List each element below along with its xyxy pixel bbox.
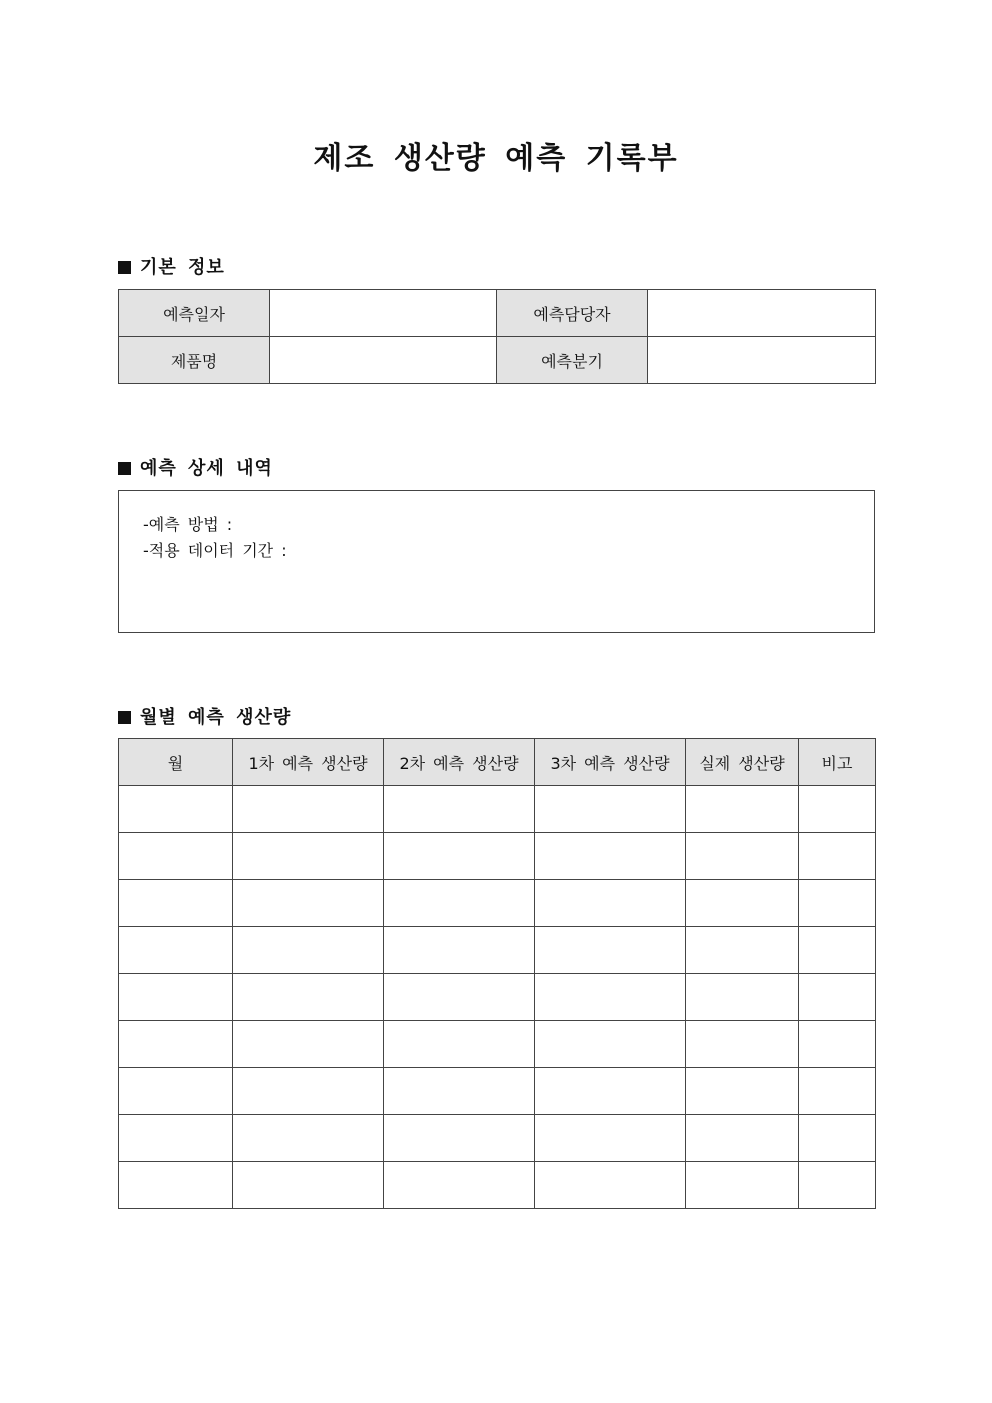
table-cell[interactable] xyxy=(535,786,686,833)
table-row xyxy=(119,833,876,880)
table-cell[interactable] xyxy=(799,927,876,974)
table-cell[interactable] xyxy=(119,833,233,880)
forecaster-field[interactable] xyxy=(648,290,876,337)
table-cell[interactable] xyxy=(233,880,384,927)
table-cell[interactable] xyxy=(233,1021,384,1068)
detail-box[interactable] xyxy=(118,490,875,633)
table-cell[interactable] xyxy=(233,1068,384,1115)
table-cell[interactable] xyxy=(119,880,233,927)
table-cell[interactable] xyxy=(119,1068,233,1115)
table-row xyxy=(119,337,876,384)
table-cell[interactable] xyxy=(686,880,799,927)
table-cell[interactable] xyxy=(535,1068,686,1115)
product-name-field[interactable] xyxy=(270,337,497,384)
forecast-quarter-field[interactable] xyxy=(648,337,876,384)
basic-info-heading xyxy=(118,253,225,279)
table-cell[interactable] xyxy=(233,833,384,880)
table-cell[interactable] xyxy=(535,927,686,974)
basic-info-table xyxy=(118,289,876,384)
detail-heading-text: 예측 상세 내역 xyxy=(140,458,273,479)
table-row xyxy=(119,974,876,1021)
table-cell[interactable] xyxy=(119,786,233,833)
monthly-heading-text: 월별 예측 생산량 xyxy=(140,707,292,728)
table-cell[interactable] xyxy=(384,786,535,833)
table-row xyxy=(119,1021,876,1068)
table-cell[interactable] xyxy=(535,833,686,880)
table-cell[interactable] xyxy=(233,786,384,833)
table-cell[interactable] xyxy=(686,1068,799,1115)
table-cell[interactable] xyxy=(233,1115,384,1162)
basic-info-heading-text: 기본 정보 xyxy=(140,257,225,278)
table-header-row xyxy=(119,739,876,786)
forecast-method-line: -예측 방법 : xyxy=(143,515,233,534)
product-name-label: 제품명 xyxy=(119,337,270,384)
table-cell[interactable] xyxy=(686,927,799,974)
table-cell[interactable] xyxy=(119,974,233,1021)
table-cell[interactable] xyxy=(799,974,876,1021)
table-cell[interactable] xyxy=(384,1068,535,1115)
table-cell[interactable] xyxy=(119,1115,233,1162)
forecast-date-field[interactable] xyxy=(270,290,497,337)
page-title: 제조 생산량 예측 기록부 xyxy=(313,141,679,176)
square-bullet-icon xyxy=(118,261,131,274)
monthly-heading xyxy=(118,703,291,729)
table-cell[interactable] xyxy=(384,1162,535,1209)
table-cell[interactable] xyxy=(686,974,799,1021)
forecaster-label: 예측담당자 xyxy=(497,290,648,337)
table-cell[interactable] xyxy=(119,1021,233,1068)
table-cell[interactable] xyxy=(535,880,686,927)
table-cell[interactable] xyxy=(535,1115,686,1162)
square-bullet-icon xyxy=(118,711,131,724)
table-cell[interactable] xyxy=(799,880,876,927)
col-remarks: 비고 xyxy=(799,739,876,786)
forecast-quarter-label: 예측분기 xyxy=(497,337,648,384)
col-actual: 실제 생산량 xyxy=(686,739,799,786)
table-cell[interactable] xyxy=(535,1021,686,1068)
table-cell[interactable] xyxy=(799,1068,876,1115)
table-cell[interactable] xyxy=(233,974,384,1021)
table-cell[interactable] xyxy=(686,1021,799,1068)
detail-heading xyxy=(118,454,273,480)
table-cell[interactable] xyxy=(686,1162,799,1209)
table-cell[interactable] xyxy=(799,833,876,880)
table-row xyxy=(119,290,876,337)
table-cell[interactable] xyxy=(384,1021,535,1068)
table-cell[interactable] xyxy=(384,974,535,1021)
col-forecast-3: 3차 예측 생산량 xyxy=(535,739,686,786)
square-bullet-icon xyxy=(118,462,131,475)
table-cell[interactable] xyxy=(686,833,799,880)
col-month: 월 xyxy=(119,739,233,786)
table-cell[interactable] xyxy=(535,974,686,1021)
table-cell[interactable] xyxy=(119,1162,233,1209)
table-cell[interactable] xyxy=(233,927,384,974)
col-forecast-1: 1차 예측 생산량 xyxy=(233,739,384,786)
table-row xyxy=(119,1162,876,1209)
table-cell[interactable] xyxy=(119,927,233,974)
table-cell[interactable] xyxy=(384,927,535,974)
table-cell[interactable] xyxy=(384,833,535,880)
table-cell[interactable] xyxy=(535,1162,686,1209)
table-cell[interactable] xyxy=(384,1115,535,1162)
table-cell[interactable] xyxy=(686,786,799,833)
table-cell[interactable] xyxy=(799,1021,876,1068)
table-cell[interactable] xyxy=(384,880,535,927)
table-cell[interactable] xyxy=(233,1162,384,1209)
table-row xyxy=(119,786,876,833)
monthly-table-body xyxy=(119,786,876,1209)
forecast-date-label: 예측일자 xyxy=(119,290,270,337)
table-cell[interactable] xyxy=(799,1162,876,1209)
monthly-table xyxy=(118,738,876,1209)
table-row xyxy=(119,880,876,927)
col-forecast-2: 2차 예측 생산량 xyxy=(384,739,535,786)
table-row xyxy=(119,1068,876,1115)
data-period-line: -적용 데이터 기간 : xyxy=(143,541,287,560)
table-cell[interactable] xyxy=(799,786,876,833)
table-cell[interactable] xyxy=(686,1115,799,1162)
table-row xyxy=(119,1115,876,1162)
table-row xyxy=(119,927,876,974)
table-cell[interactable] xyxy=(799,1115,876,1162)
